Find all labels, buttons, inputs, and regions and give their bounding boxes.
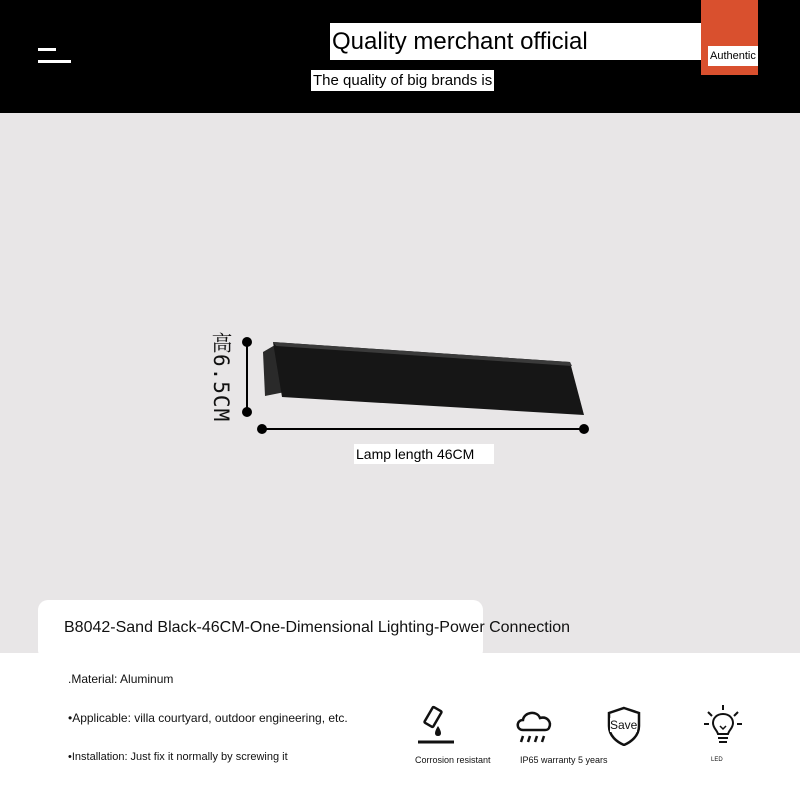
light-bulb-icon <box>703 704 743 750</box>
store-title: Quality merchant official <box>330 23 750 60</box>
feature-label-corrosion: Corrosion resistant <box>415 755 491 765</box>
product-model-name: B8042-Sand Black-46CM-One-Dimensional Lighting-Power Connection <box>64 619 571 636</box>
spec-material: .Material: Aluminum <box>68 672 174 686</box>
length-label: Lamp length 46CM <box>354 444 494 464</box>
dimension-dot <box>257 424 267 434</box>
spec-installation: •Installation: Just fix it normally by screwing it <box>68 751 288 763</box>
feature-label-save: Save <box>610 718 638 732</box>
rain-cloud-icon <box>513 706 555 746</box>
spec-applicable: •Applicable: villa courtyard, outdoor engineering, etc. <box>68 711 348 725</box>
feature-label-led: LED <box>711 757 723 763</box>
dimension-dot <box>242 337 252 347</box>
dimension-dot <box>242 407 252 417</box>
height-label: 高6.5CM <box>209 332 233 423</box>
dimension-dot <box>579 424 589 434</box>
store-subtitle: The quality of big brands is <box>313 72 493 89</box>
authentic-badge-label: Authentic <box>708 46 758 66</box>
feature-label-ip65: IP65 warranty 5 years <box>520 755 608 765</box>
corrosion-resistant-icon <box>414 704 458 748</box>
